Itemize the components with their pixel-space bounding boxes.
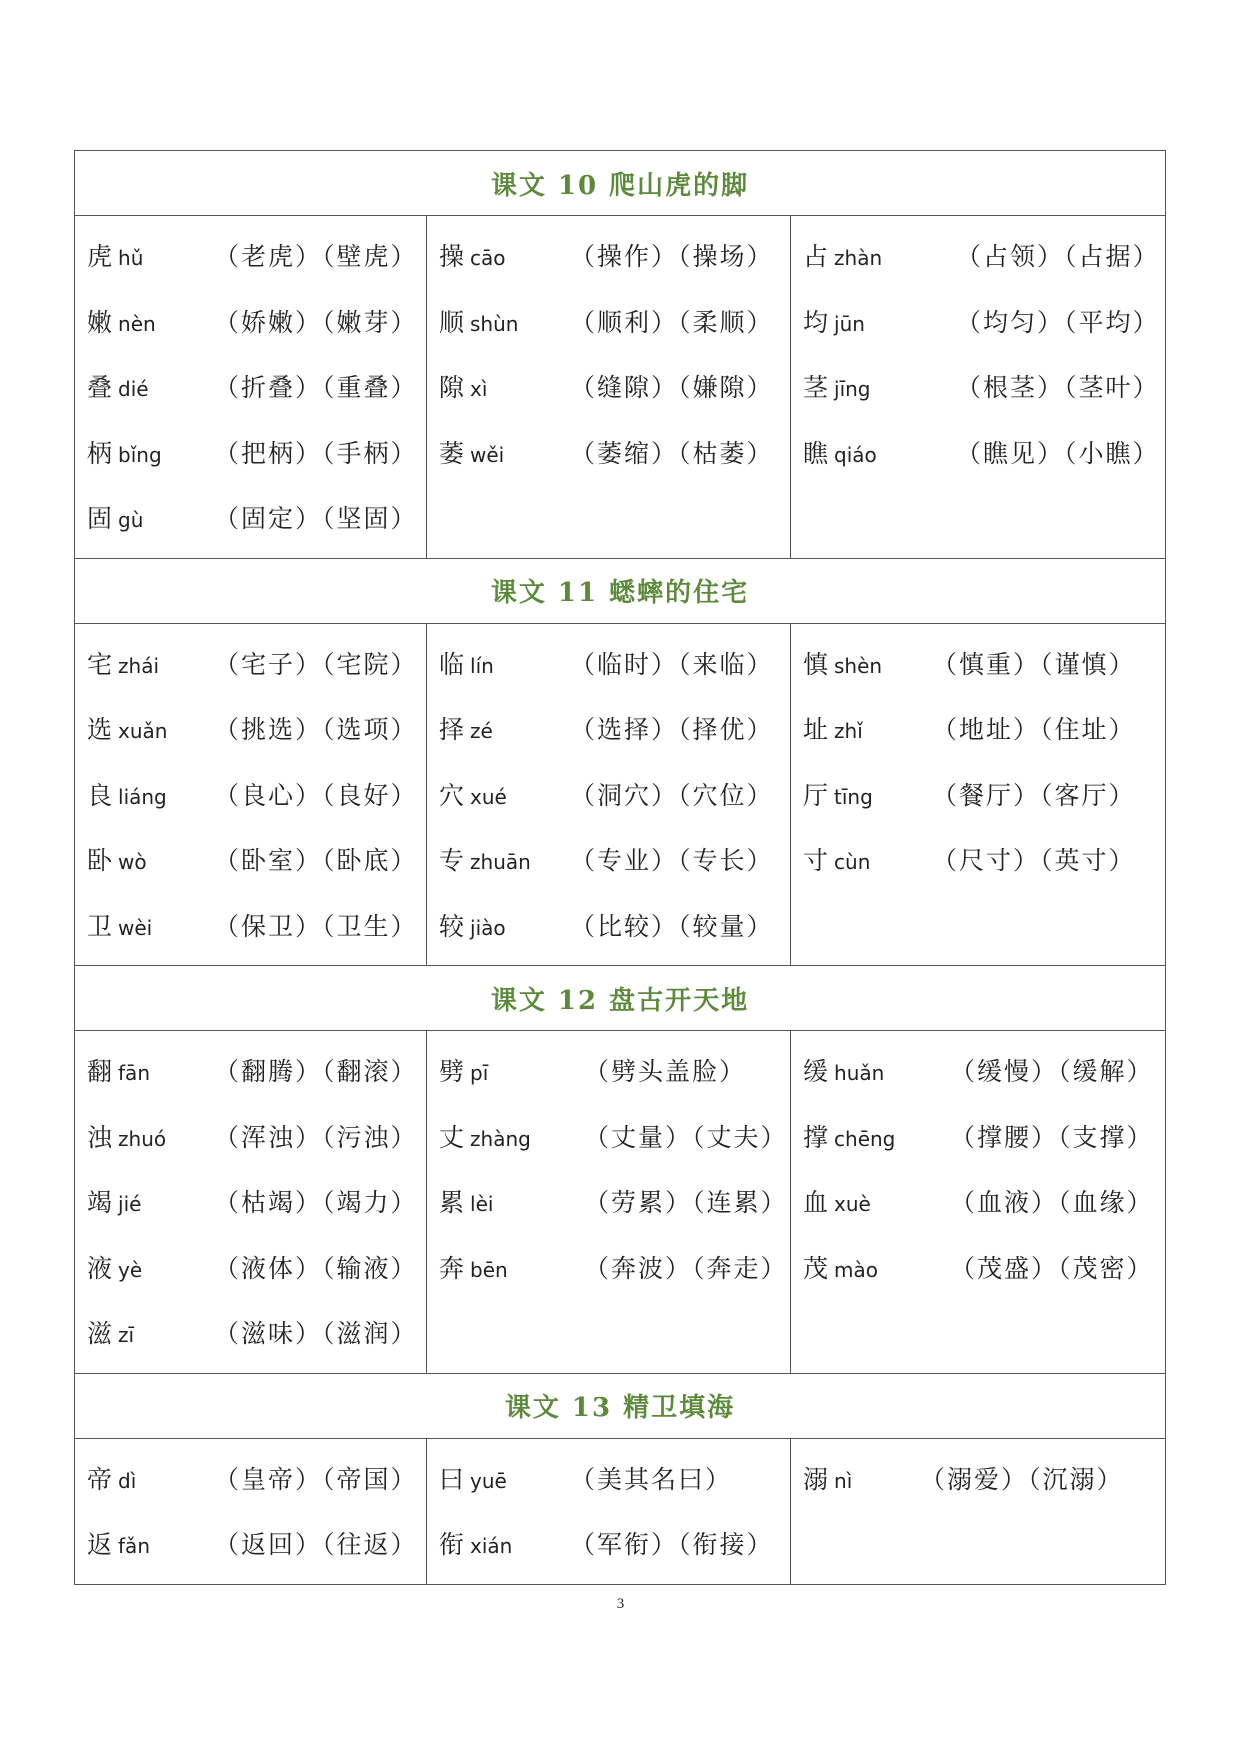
character: 滋 — [87, 1319, 113, 1348]
character: 丈 — [439, 1122, 465, 1152]
example-words: （选择）（择优） — [570, 715, 774, 744]
pinyin: hǔ — [118, 246, 144, 270]
vocabulary-table — [74, 150, 1166, 1585]
vocab-entry — [803, 355, 1165, 421]
pinyin: jié — [118, 1192, 142, 1216]
word-column — [75, 1031, 427, 1374]
vocab-entry — [803, 290, 1165, 356]
vocab-entry — [87, 1170, 426, 1236]
example-words: （洞穴）（穴位） — [570, 780, 774, 810]
word-column — [791, 1438, 1166, 1584]
vocab-entry — [803, 763, 1165, 829]
example-words: （比较）（较量） — [570, 911, 774, 941]
example-words: （美其名曰） — [570, 1464, 733, 1494]
example-words: （返回）（往返） — [214, 1530, 418, 1559]
pinyin: gù — [118, 508, 144, 532]
vocab-entry — [439, 1236, 790, 1302]
pinyin: liáng — [118, 784, 167, 809]
vocab-entry — [803, 828, 1165, 894]
vocab-entry — [439, 1039, 790, 1105]
word-column — [75, 623, 427, 966]
character: 翻 — [87, 1057, 113, 1086]
example-words: （茂盛）（茂密） — [950, 1253, 1154, 1283]
pinyin: xì — [470, 377, 488, 401]
example-words: （奔波）（奔走） — [584, 1253, 788, 1283]
pinyin: nì — [834, 1468, 853, 1493]
character: 血 — [803, 1188, 829, 1217]
character: 操 — [439, 242, 465, 271]
character: 返 — [87, 1530, 113, 1559]
character: 劈 — [439, 1057, 465, 1086]
pinyin: yuē — [470, 1468, 507, 1493]
pinyin: jūn — [834, 311, 865, 336]
character: 顺 — [439, 307, 465, 337]
word-column — [75, 1438, 427, 1584]
example-words: （折叠）（重叠） — [214, 373, 418, 402]
vocab-entry — [87, 1039, 426, 1105]
character: 竭 — [87, 1188, 113, 1217]
pinyin: lín — [470, 653, 494, 678]
example-words: （萎缩）（枯萎） — [570, 438, 774, 468]
character: 厅 — [803, 780, 829, 810]
vocab-entry — [87, 290, 426, 356]
character: 溺 — [803, 1464, 829, 1494]
pinyin: pī — [470, 1061, 489, 1085]
pinyin: nèn — [118, 311, 156, 336]
vocab-entry — [803, 1447, 1165, 1513]
example-words: （娇嫩）（嫩芽） — [214, 307, 418, 337]
word-column — [427, 216, 791, 559]
example-words: （操作）（操场） — [570, 242, 774, 271]
pinyin: shèn — [834, 653, 883, 678]
pinyin: mào — [834, 1257, 878, 1282]
example-words: （慎重）（谨慎） — [932, 649, 1136, 679]
vocab-entry — [803, 421, 1165, 487]
vocab-entry — [87, 1301, 426, 1367]
pinyin: yè — [118, 1257, 143, 1282]
pinyin: wò — [118, 850, 147, 874]
character: 奔 — [439, 1253, 465, 1283]
vocab-entry — [87, 763, 426, 829]
vocab-entry — [87, 1105, 426, 1171]
lesson-title: 课文 10 爬山虎的脚 — [75, 151, 1166, 216]
vocab-entry — [87, 355, 426, 421]
vocab-entry — [87, 1512, 426, 1578]
example-words: （宅子）（宅院） — [214, 649, 418, 679]
vocab-entry — [803, 697, 1165, 763]
vocab-entry — [439, 290, 790, 356]
example-words: （把柄）（手柄） — [214, 438, 418, 468]
vocab-entry — [87, 421, 426, 487]
example-words: （溺爱）（沉溺） — [920, 1464, 1124, 1494]
character: 卧 — [87, 846, 113, 875]
pinyin: dié — [118, 377, 149, 401]
example-words: （液体）（输液） — [214, 1253, 418, 1283]
word-column — [427, 1438, 791, 1584]
vocab-entry — [439, 421, 790, 487]
character: 曰 — [439, 1464, 465, 1494]
example-words: （良心）（良好） — [214, 780, 418, 810]
pinyin: jiào — [470, 915, 506, 940]
example-words: （缓慢）（缓解） — [950, 1057, 1154, 1086]
example-words: （浑浊）（污浊） — [214, 1122, 418, 1152]
pinyin: zé — [470, 719, 493, 743]
example-words: （尺寸）（英寸） — [932, 846, 1136, 875]
pinyin: xué — [470, 784, 507, 809]
pinyin: zhàng — [470, 1126, 531, 1151]
pinyin: jīng — [834, 377, 871, 401]
character: 叠 — [87, 373, 113, 402]
example-words: （顺利）（柔顺） — [570, 307, 774, 337]
character: 嫩 — [87, 307, 113, 337]
example-words: （根茎）（茎叶） — [956, 373, 1160, 402]
pinyin: fǎn — [118, 1534, 150, 1558]
character: 均 — [803, 307, 829, 337]
vocab-entry — [803, 632, 1165, 698]
example-words: （血液）（血缘） — [950, 1188, 1154, 1217]
vocab-entry — [439, 1170, 790, 1236]
example-words: （挑选）（选项） — [214, 715, 418, 744]
pinyin: qiáo — [834, 442, 877, 467]
vocab-entry — [87, 224, 426, 290]
example-words: （军衔）（衔接） — [570, 1530, 774, 1559]
vocab-entry — [87, 697, 426, 763]
pinyin: zhái — [118, 653, 160, 678]
character: 择 — [439, 715, 465, 744]
pinyin: huǎn — [834, 1061, 885, 1085]
character: 累 — [439, 1188, 465, 1217]
pinyin: xián — [470, 1534, 513, 1558]
pinyin: zhàn — [834, 246, 883, 270]
character: 浊 — [87, 1122, 113, 1152]
vocab-entry — [803, 1105, 1165, 1171]
example-words: （固定）（坚固） — [214, 504, 418, 533]
example-words: （占领）（占据） — [956, 242, 1160, 271]
vocab-entry — [803, 224, 1165, 290]
page-number: 3 — [616, 1596, 625, 1612]
example-words: （翻腾）（翻滚） — [214, 1057, 418, 1086]
vocab-entry — [439, 828, 790, 894]
example-words: （专业）（专长） — [570, 846, 774, 875]
lesson-title: 课文 12 盘古开天地 — [75, 966, 1166, 1031]
pinyin: bǐng — [118, 442, 162, 467]
character: 帝 — [87, 1464, 113, 1494]
pinyin: dì — [118, 1468, 137, 1493]
character: 柄 — [87, 438, 113, 468]
pinyin: chēng — [834, 1126, 896, 1151]
example-words: （撑腰）（支撑） — [950, 1122, 1154, 1152]
character: 宅 — [87, 649, 113, 679]
pinyin: wěi — [470, 442, 505, 467]
character: 缓 — [803, 1057, 829, 1086]
character: 慎 — [803, 649, 829, 679]
vocab-entry — [87, 486, 426, 552]
vocab-entry — [803, 1039, 1165, 1105]
vocab-entry — [803, 1170, 1165, 1236]
character: 萎 — [439, 438, 465, 468]
vocab-entry — [87, 828, 426, 894]
vocab-entry — [87, 1236, 426, 1302]
example-words: （缝隙）（嫌隙） — [570, 373, 774, 402]
character: 穴 — [439, 780, 465, 810]
pinyin: zhuān — [470, 850, 531, 874]
pinyin: fān — [118, 1061, 150, 1085]
example-words: （滋味）（滋润） — [214, 1319, 418, 1348]
word-column — [791, 216, 1166, 559]
vocab-entry — [87, 894, 426, 960]
character: 虎 — [87, 242, 113, 271]
character: 址 — [803, 715, 829, 744]
example-words: （地址）（住址） — [932, 715, 1136, 744]
pinyin: shùn — [470, 311, 519, 336]
character: 隙 — [439, 373, 465, 402]
example-words: （枯竭）（竭力） — [214, 1188, 418, 1217]
vocab-entry — [439, 763, 790, 829]
word-column — [791, 623, 1166, 966]
vocab-entry — [439, 355, 790, 421]
character: 临 — [439, 649, 465, 679]
vocab-entry — [439, 632, 790, 698]
character: 衔 — [439, 1530, 465, 1559]
character: 卫 — [87, 911, 113, 941]
example-words: （劳累）（连累） — [584, 1188, 788, 1217]
vocab-entry — [439, 697, 790, 763]
character: 较 — [439, 911, 465, 941]
vocabulary-sheet — [74, 150, 1165, 1585]
vocab-entry — [87, 1447, 426, 1513]
pinyin: xuè — [834, 1192, 871, 1216]
vocab-entry — [439, 224, 790, 290]
character: 专 — [439, 846, 465, 875]
example-words: （皇帝）（帝国） — [214, 1464, 418, 1494]
pinyin: cùn — [834, 850, 871, 874]
example-words: （临时）（来临） — [570, 649, 774, 679]
word-column — [75, 216, 427, 559]
vocab-entry — [439, 894, 790, 960]
character: 茂 — [803, 1253, 829, 1283]
character: 撑 — [803, 1122, 829, 1152]
pinyin: zī — [118, 1323, 135, 1347]
example-words: （卧室）（卧底） — [214, 846, 418, 875]
example-words: （劈头盖脸） — [584, 1057, 747, 1086]
character: 选 — [87, 715, 113, 744]
pinyin: wèi — [118, 915, 153, 940]
word-column — [427, 1031, 791, 1374]
pinyin: xuǎn — [118, 719, 168, 743]
vocab-entry — [87, 632, 426, 698]
pinyin: bēn — [470, 1257, 508, 1282]
character: 寸 — [803, 846, 829, 875]
example-words: （保卫）（卫生） — [214, 911, 418, 941]
example-words: （餐厅）（客厅） — [932, 780, 1136, 810]
vocab-entry — [439, 1447, 790, 1513]
pinyin: lèi — [470, 1192, 494, 1216]
character: 占 — [803, 242, 829, 271]
vocab-entry — [439, 1512, 790, 1578]
lesson-title: 课文 11 蟋蟀的住宅 — [75, 558, 1166, 623]
word-column — [791, 1031, 1166, 1374]
lesson-title: 课文 13 精卫填海 — [75, 1373, 1166, 1438]
vocab-entry — [803, 1236, 1165, 1302]
pinyin: zhǐ — [834, 719, 863, 743]
example-words: （瞧见）（小瞧） — [956, 438, 1160, 468]
example-words: （丈量）（丈夫） — [584, 1122, 788, 1152]
pinyin: tīng — [834, 784, 873, 809]
pinyin: cāo — [470, 246, 506, 270]
character: 液 — [87, 1253, 113, 1283]
character: 瞧 — [803, 438, 829, 468]
pinyin: zhuó — [118, 1126, 167, 1151]
character: 茎 — [803, 373, 829, 402]
example-words: （老虎）（壁虎） — [214, 242, 418, 271]
character: 固 — [87, 504, 113, 533]
vocab-entry — [439, 1105, 790, 1171]
word-column — [427, 623, 791, 966]
example-words: （均匀）（平均） — [956, 307, 1160, 337]
character: 良 — [87, 780, 113, 810]
